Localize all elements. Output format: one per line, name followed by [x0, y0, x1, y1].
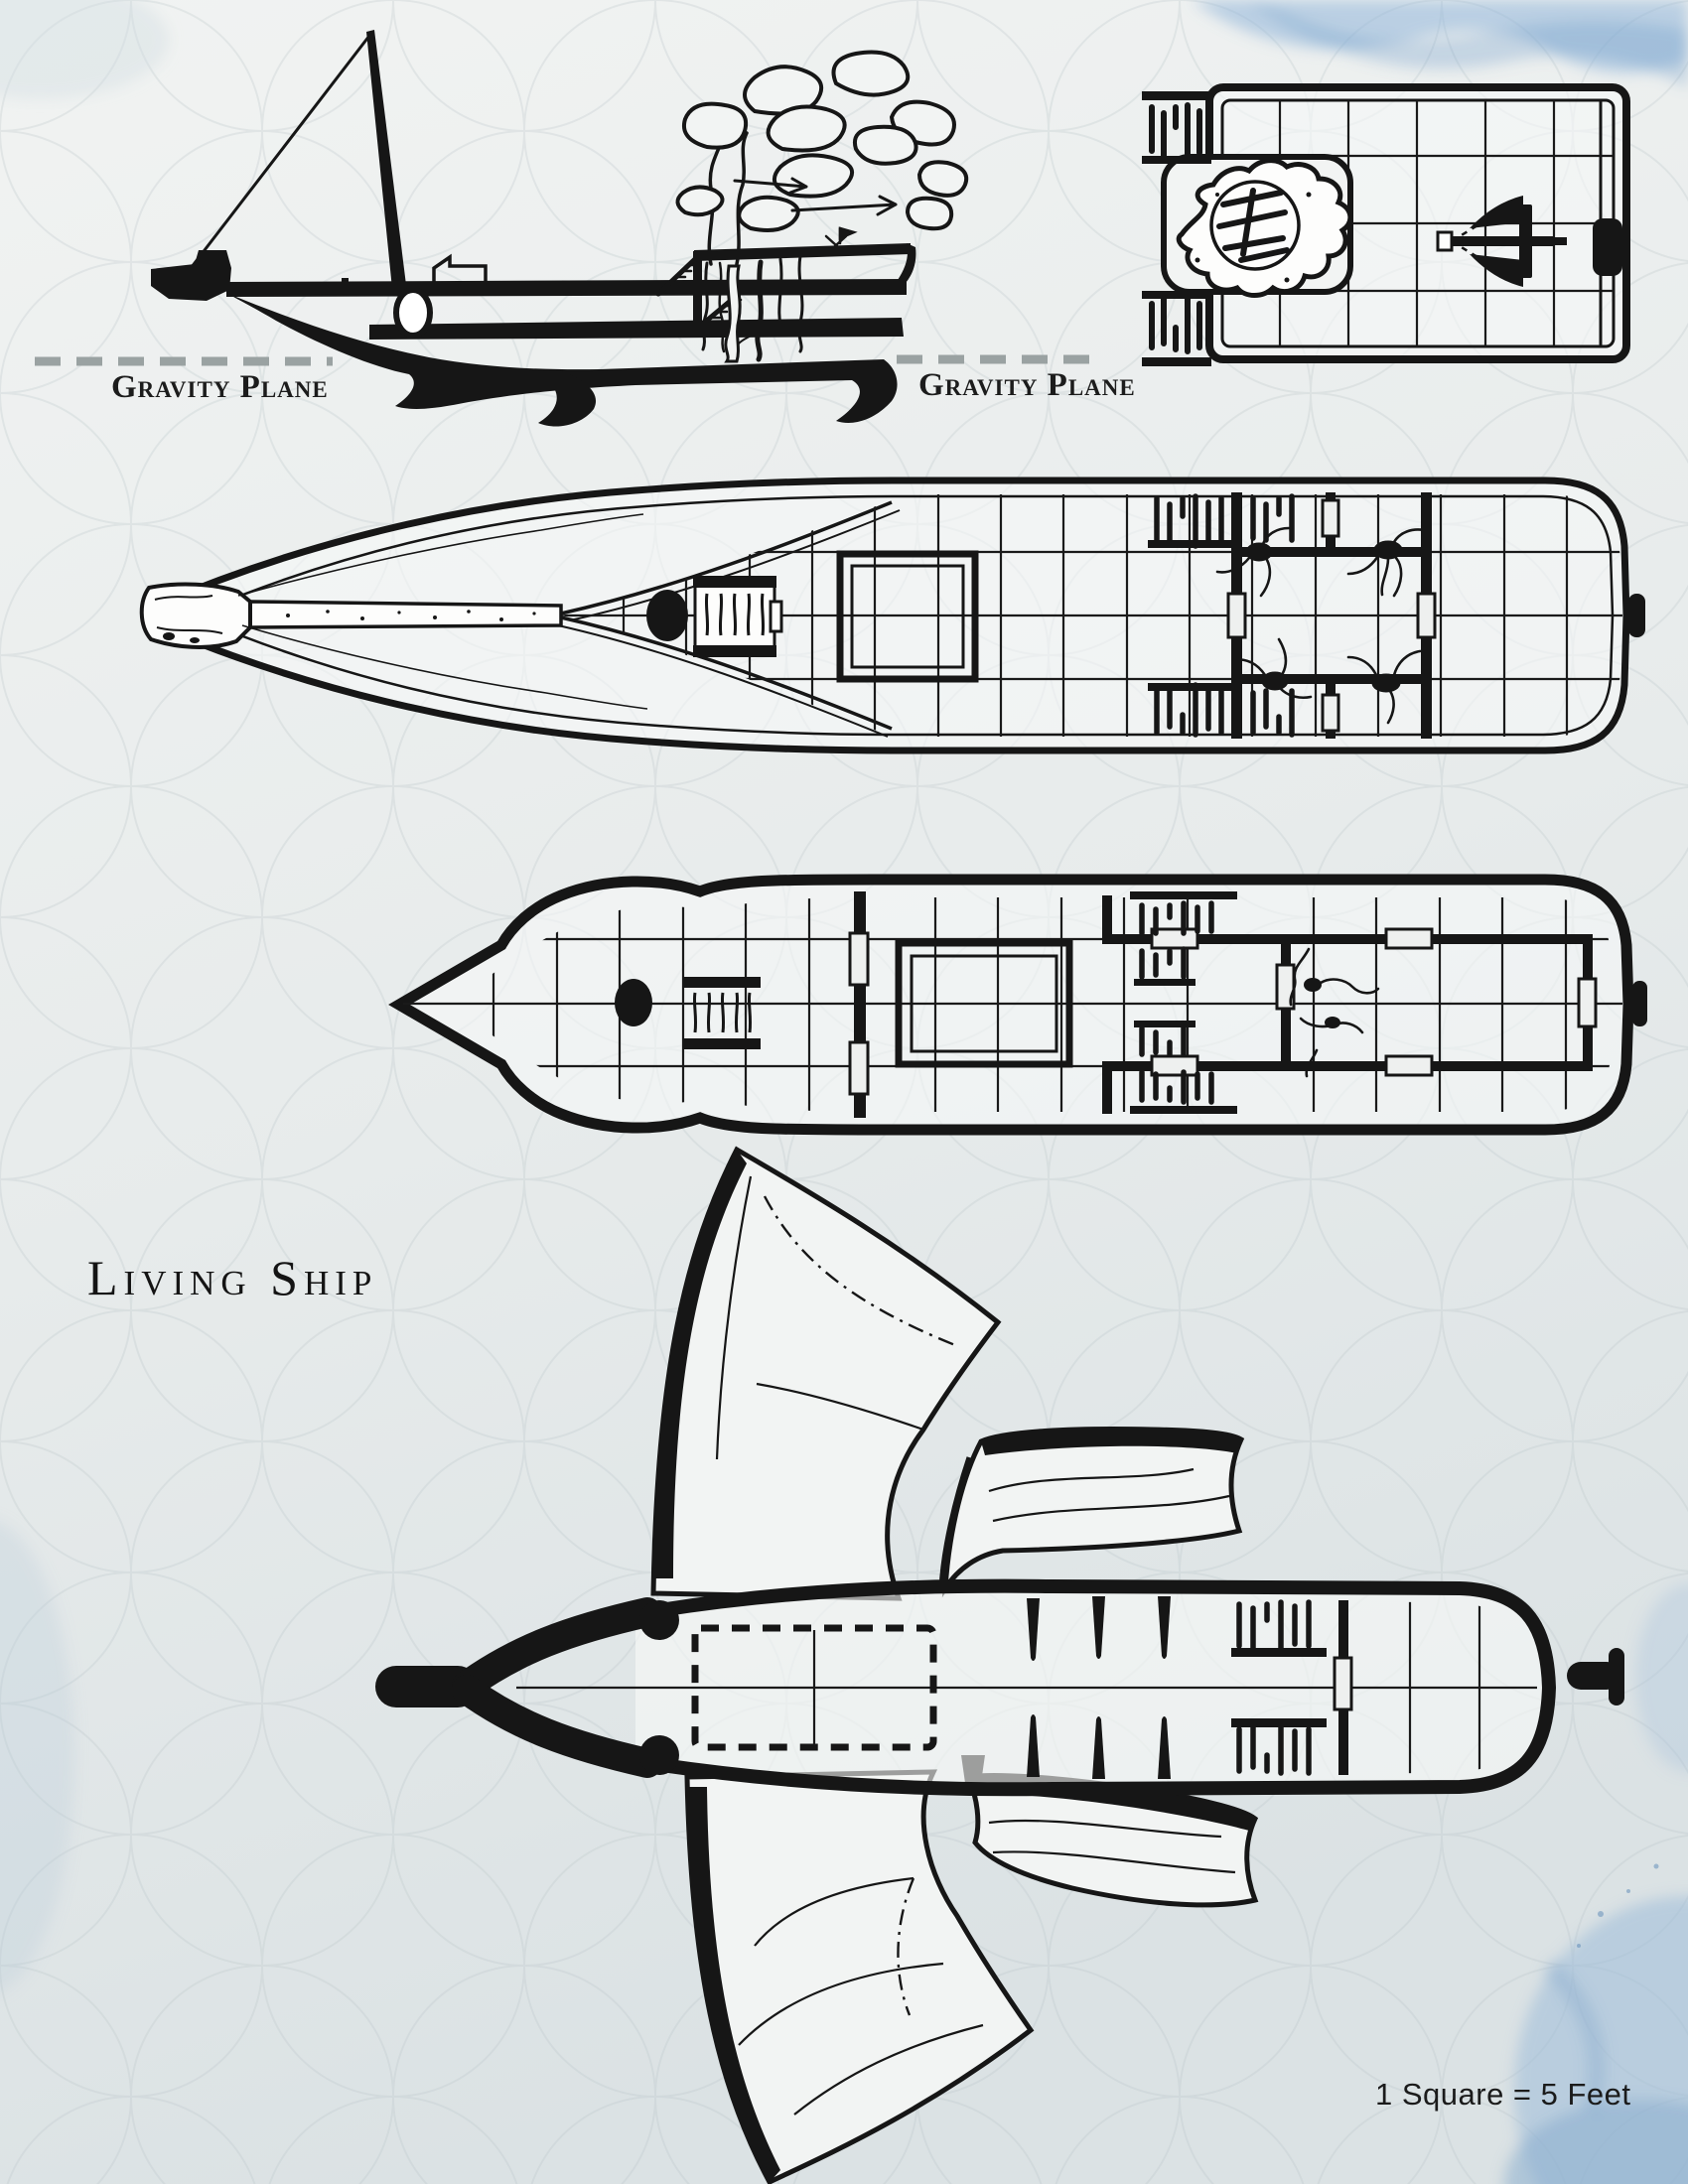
door — [1323, 695, 1338, 731]
gravity-plane-label-left: Gravity Plane — [111, 369, 329, 405]
map-scale-note: 1 Square = 5 Feet — [1375, 2077, 1631, 2112]
door — [1152, 929, 1197, 948]
main-deck-line — [226, 279, 907, 297]
main-deck-grating — [693, 576, 781, 657]
door — [1335, 1658, 1351, 1709]
mast-foot-pod — [396, 290, 430, 336]
rudder-handle — [1593, 218, 1622, 276]
deck-cleat — [342, 278, 349, 296]
gravity-plane-label-right: Gravity Plane — [918, 367, 1136, 403]
door — [1579, 979, 1596, 1026]
aft-deck-plan — [1142, 87, 1626, 366]
door — [1386, 929, 1432, 948]
door — [1228, 594, 1245, 637]
page-title: Living Ship — [87, 1250, 378, 1305]
lower-stern-notch — [1632, 981, 1647, 1026]
door — [1323, 500, 1338, 536]
door — [1152, 1056, 1197, 1075]
stern-notch — [1628, 594, 1645, 637]
door — [850, 933, 868, 985]
door — [1418, 594, 1435, 637]
lower-mast — [615, 979, 652, 1026]
lower-deck-plan — [399, 880, 1647, 1130]
door — [1386, 1056, 1432, 1075]
companionway — [683, 977, 761, 1049]
door — [850, 1042, 868, 1094]
bowsprit-beam — [250, 602, 561, 627]
main-mast — [646, 590, 688, 641]
